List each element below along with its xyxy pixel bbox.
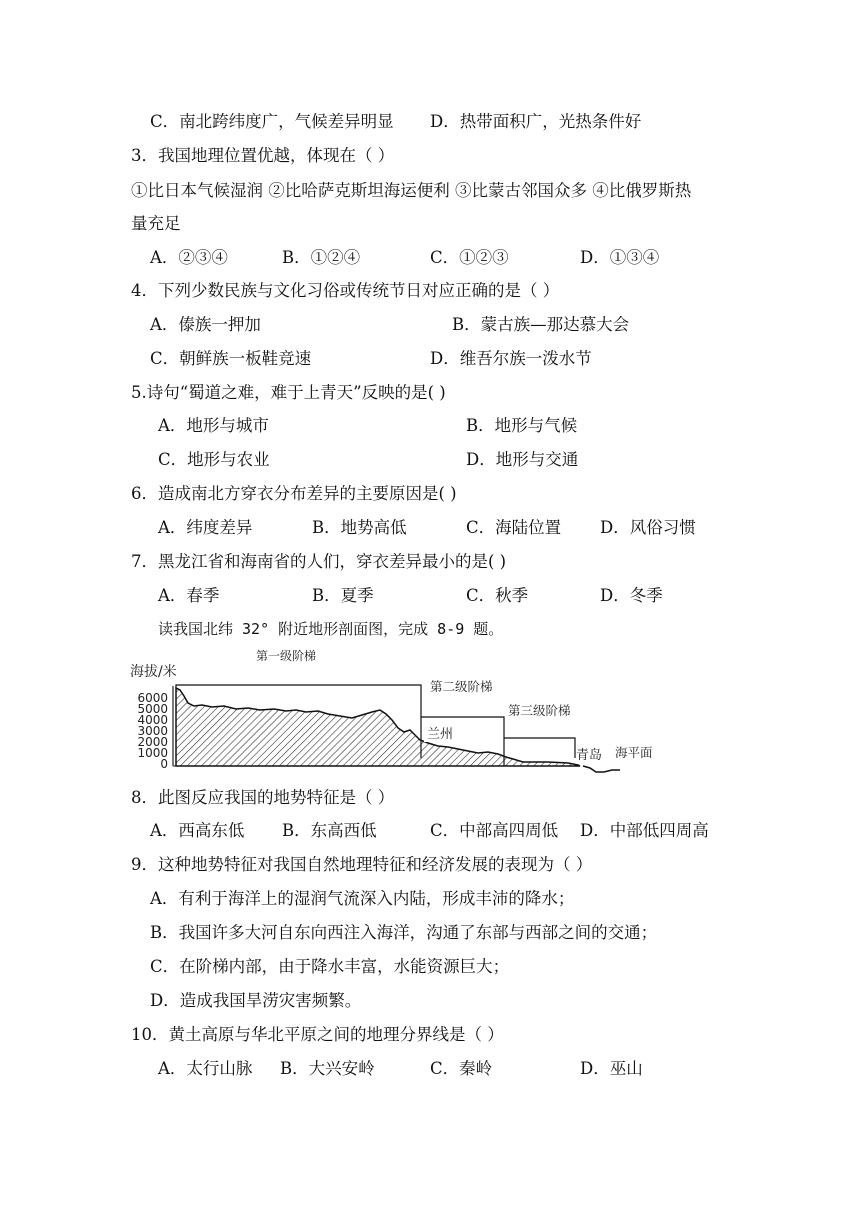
q6-option-a: A．纬度差异: [158, 518, 253, 537]
q6-option-b: B．地势高低: [312, 518, 407, 537]
sea-level-label: 海平面: [615, 745, 653, 760]
q9-stem: 9．这种地势特征对我国自然地理特征和经济发展的表现为（ ）: [131, 855, 593, 874]
q5-option-d: D．地形与交通: [466, 450, 579, 469]
q9-option-d: D．造成我国旱涝灾害频繁。: [150, 991, 362, 1010]
q2-option-c: C．南北跨纬度广，气候差异明显: [150, 112, 394, 131]
q5-stem: 5.诗句“蜀道之难，难于上青天”反映的是( ): [131, 383, 446, 402]
q3-statements-line1: ①比日本气候湿润 ②比哈萨克斯坦海运便利 ③比蒙古邻国众多 ④比俄罗斯热: [131, 181, 692, 200]
terrain-profile-figure: [128, 648, 668, 778]
q7-option-b: B．夏季: [312, 586, 374, 605]
q8-option-b: B．东高西低: [282, 821, 377, 840]
q9-option-b: B．我国许多大河自东向西注入海洋，沟通了东部与西部之间的交通；: [150, 923, 658, 942]
step1-label: 第一级阶梯: [256, 649, 317, 663]
q4-stem: 4．下列少数民族与文化习俗或传统节日对应正确的是（ ）: [131, 281, 560, 300]
q3-option-d: D．①③④: [580, 248, 660, 267]
city-lanzhou: 兰州: [427, 727, 454, 742]
city-qingdao: 青岛: [576, 748, 603, 763]
sea-floor-line: [583, 766, 620, 772]
y-tick: 0: [160, 757, 168, 771]
q4-option-a: A．傣族一押加: [150, 315, 261, 334]
q3-stem: 3．我国地理位置优越，体现在（ ）: [131, 146, 395, 165]
q3-option-b: B．①②④: [282, 248, 361, 267]
terrain-profile: [176, 688, 580, 766]
y-tick: 1000: [137, 746, 168, 760]
y-tick: 5000: [137, 702, 168, 716]
q5-option-c: C．地形与农业: [158, 450, 270, 469]
q4-option-c: C．朝鲜族一板鞋竞速: [150, 349, 312, 368]
q8-option-a: A．西高东低: [150, 821, 245, 840]
q10-option-a: A．太行山脉: [158, 1059, 253, 1078]
y-tick: 3000: [137, 724, 168, 738]
q8-stem: 8．此图反应我国的地势特征是（ ）: [131, 788, 395, 807]
q3-option-c: C．①②③: [430, 248, 509, 267]
q9-option-c: C．在阶梯内部，由于降水丰富，水能资源巨大；: [150, 957, 510, 976]
step3-bracket: [504, 738, 575, 758]
figure-intro: 读我国北纬 32° 附近地形剖面图，完成 8-9 题。: [158, 620, 504, 638]
y-tick: 6000: [137, 691, 168, 705]
q10-option-b: B．大兴安岭: [280, 1059, 375, 1078]
q7-option-a: A．春季: [158, 586, 220, 605]
y-tick: 2000: [137, 735, 168, 749]
q7-stem: 7．黑龙江省和海南省的人们，穿衣差异最小的是( ): [131, 552, 507, 571]
q6-stem: 6．造成南北方穿衣分布差异的主要原因是( ): [131, 484, 457, 503]
q6-option-d: D．风俗习惯: [600, 518, 696, 537]
q10-option-d: D．巫山: [580, 1059, 643, 1078]
y-axis-label: 海拔/米: [130, 664, 177, 680]
q7-option-d: D．冬季: [600, 586, 663, 605]
q10-option-c: C．秦岭: [430, 1059, 493, 1078]
q10-stem: 10．黄土高原与华北平原之间的地理分界线是（ ）: [131, 1025, 504, 1044]
y-tick: 4000: [137, 713, 168, 727]
step3-label: 第三级阶梯: [508, 703, 571, 718]
step2-label: 第二级阶梯: [430, 679, 493, 694]
q4-option-b: B．蒙古族—那达慕大会: [452, 315, 630, 334]
q5-option-a: A．地形与城市: [158, 416, 269, 435]
q6-option-c: C．海陆位置: [466, 518, 562, 537]
q8-option-c: C．中部高四周低: [430, 821, 559, 840]
q3-option-a: A．②③④: [150, 248, 228, 267]
q9-option-a: A．有利于海洋上的湿润气流深入内陆，形成丰沛的降水；: [150, 889, 575, 908]
q7-option-c: C．秋季: [466, 586, 529, 605]
q5-option-b: B．地形与气候: [466, 416, 578, 435]
q3-statements-line2: 量充足: [131, 214, 181, 233]
q4-option-d: D．维吾尔族一泼水节: [430, 349, 592, 368]
terrain-profile-svg: [128, 648, 668, 778]
q2-option-d: D．热带面积广，光热条件好: [430, 112, 642, 131]
q8-option-d: D．中部低四周高: [580, 821, 709, 840]
